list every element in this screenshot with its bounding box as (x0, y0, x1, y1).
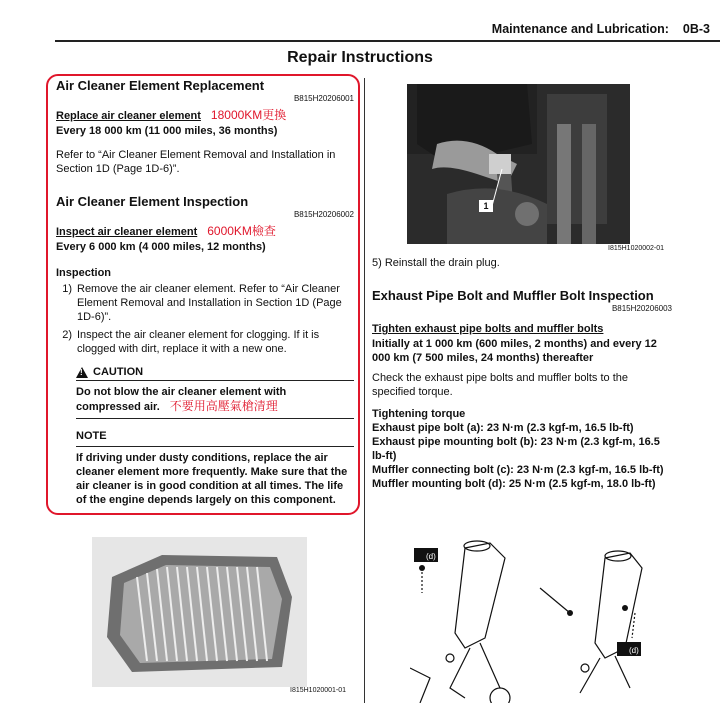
section-title: Maintenance and Lubrication: (491, 22, 669, 36)
left-column (56, 78, 354, 507)
replacement-code: B815H20206001 (293, 94, 354, 103)
diagram-label: (d) (629, 646, 639, 655)
caution-label: CAUTION (93, 366, 144, 378)
replacement-title: Air Cleaner Element Replacement (56, 78, 265, 93)
inspection-code: B815H20206002 (293, 210, 354, 219)
page-number: 0B-3 (682, 22, 710, 36)
right-column (372, 256, 672, 491)
torque-item: Muffler mounting bolt (d): 25 N·m (2.5 kgf-m, 18.0 lb-ft) (372, 478, 656, 490)
note-block (76, 429, 354, 507)
running-header (492, 22, 710, 36)
replacement-interval: Every 18 000 km (11 000 miles, 36 months) (56, 125, 278, 137)
exhaust-interval: Initially at 1 000 km (600 miles, 2 months) and every 12 000 km (7 500 miles, 24 months) thereafter (372, 338, 657, 364)
air-filter-figure (92, 537, 307, 687)
step-number: 1) (62, 283, 72, 295)
caution-annotation: 不要用高壓氣槍清理 (169, 399, 278, 413)
replacement-annotation: 18000KM更換 (210, 108, 287, 122)
torque-item: Exhaust pipe mounting bolt (b): 23 N·m (2.3 kgf-m, 16.5 lb-ft) (372, 436, 660, 462)
exhaust-title: Exhaust Pipe Bolt and Muffler Bolt Inspection (372, 288, 654, 303)
inspection-title: Air Cleaner Element Inspection (56, 194, 249, 209)
note-text: If driving under dusty conditions, replace the air cleaner element more frequently. Make sure that the air cleaner is in good condition at all times. The life of the engine depends largely on this component. (76, 452, 348, 506)
caution-text (76, 385, 354, 419)
exhaust-code: B815H20206003 (611, 304, 672, 313)
warning-icon: ! (76, 367, 88, 378)
step-text: Inspect the air cleaner element for clogging. If it is clogged with dirt, replace it with a new one. (77, 329, 320, 355)
page-title: Repair Instructions (287, 49, 433, 66)
inspection-heading: Inspection (56, 267, 112, 279)
drain-plug-photo (407, 84, 630, 244)
air-filter-illustration (92, 537, 307, 687)
photo-caption: I815H1020002-01 (608, 245, 665, 252)
caution-block (76, 366, 354, 419)
step-number: 2) (62, 329, 72, 341)
column-divider (364, 78, 365, 703)
inspection-step (56, 328, 354, 356)
engine-photo-illustration (407, 84, 630, 244)
exhaust-diagram (410, 538, 660, 703)
step-reinstall: 5) Reinstall the drain plug. (372, 257, 500, 269)
callout-label: 1 (479, 200, 493, 212)
note-label: NOTE (76, 429, 354, 447)
step-text: Remove the air cleaner element. Refer to “Air Cleaner Element Removal and Installation in Section 1D (Page 1D-6)”. (77, 283, 342, 323)
exhaust-check: Check the exhaust pipe bolts and muffler bolts to the specified torque. (372, 372, 629, 398)
inspection-interval: Every 6 000 km (4 000 miles, 12 months) (56, 241, 266, 253)
filter-figure-caption: I815H1020001-01 (290, 687, 347, 694)
inspection-subtitle: Inspect air cleaner element (56, 226, 198, 238)
caution-header (76, 366, 354, 381)
exhaust-diagram-illustration (410, 538, 660, 703)
replacement-refer: Refer to “Air Cleaner Element Removal and Installation in Section 1D (Page 1D-6)”. (56, 149, 336, 175)
diagram-label: (d) (426, 552, 436, 561)
torque-item: Muffler connecting bolt (c): 23 N·m (2.3 kgf-m, 16.5 lb-ft) (372, 464, 664, 476)
inspection-step (56, 282, 354, 324)
inspection-annotation: 6000KM檢查 (207, 224, 276, 238)
replacement-subtitle: Replace air cleaner element (56, 110, 201, 122)
exhaust-subtitle: Tighten exhaust pipe bolts and muffler bolts (372, 323, 604, 335)
torque-heading: Tightening torque (372, 408, 466, 420)
header-rule (55, 40, 720, 42)
caution-text-body: Do not blow the air cleaner element with compressed air. (76, 386, 287, 413)
torque-item: Exhaust pipe bolt (a): 23 N·m (2.3 kgf-m, 16.5 lb-ft) (372, 422, 634, 434)
